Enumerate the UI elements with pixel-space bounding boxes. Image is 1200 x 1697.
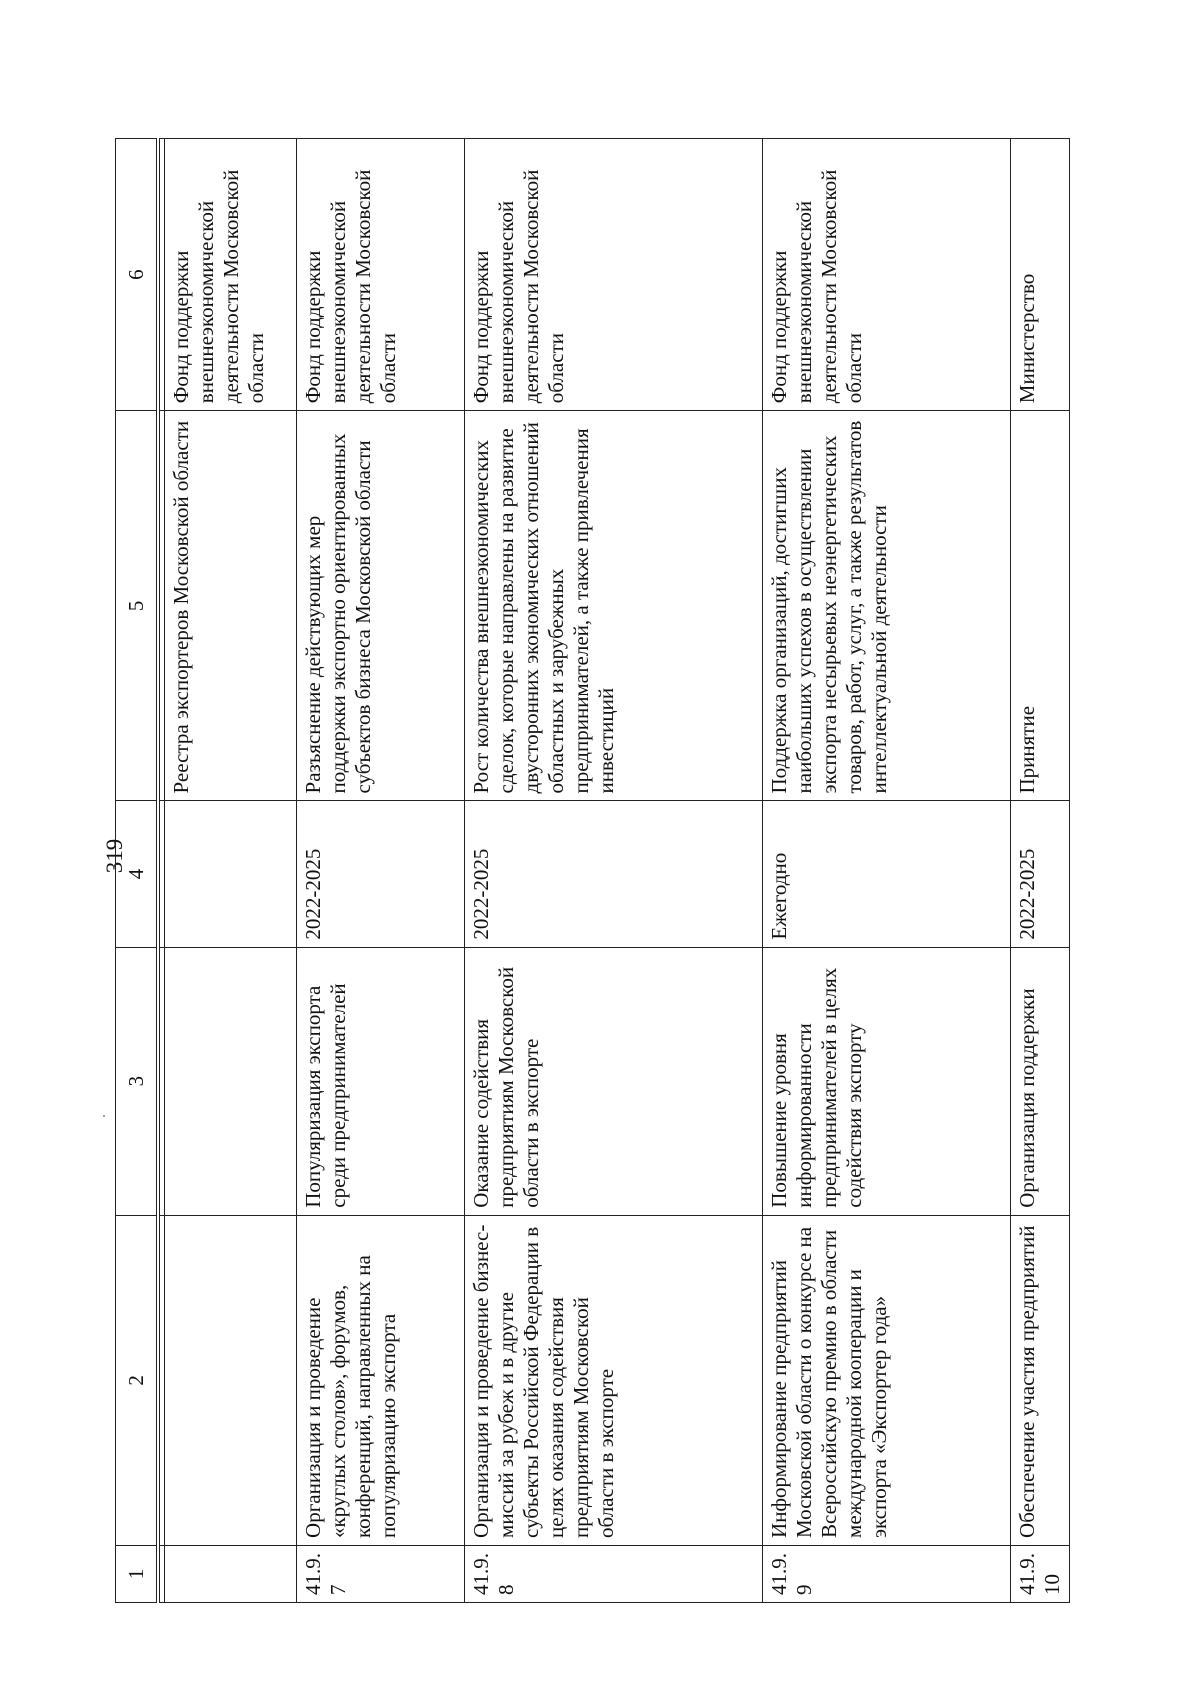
row-goal bbox=[165, 947, 297, 1215]
row-result: Разъяснение действующих мер поддержки экспортно ориентированных субъектов бизнеса Московской области bbox=[297, 411, 465, 801]
table-row bbox=[763, 139, 1011, 1603]
row-goal: Организация поддержки bbox=[1011, 947, 1070, 1215]
header-row bbox=[116, 139, 159, 1603]
row-result: Реестра экспортеров Московской области bbox=[165, 411, 297, 801]
row-number: 41.9.7 bbox=[297, 1545, 465, 1602]
row-executor: Фонд поддержки внешнеэкономической деятельности Московской области bbox=[465, 139, 763, 411]
row-executor: Фонд поддержки внешнеэкономической деятельности Московской области bbox=[763, 139, 1011, 411]
header-col-2: 2 bbox=[116, 1215, 159, 1545]
table-row bbox=[1011, 139, 1070, 1603]
row-event: Организация и проведение бизнес-миссий за рубеж и в другие субъекты Российской Федерации в целях оказания содействия предприятиям Московской области в экспорте bbox=[465, 1215, 763, 1545]
row-period bbox=[165, 801, 297, 947]
row-event: Информирование предприятий Московской области о конкурсе на Всероссийскую премию в области международной кооперации и экспорта «Экспортер года» bbox=[763, 1215, 1011, 1545]
row-goal: Повышение уровня информированности предпринимателей в целях содействия экспорту bbox=[763, 947, 1011, 1215]
header-col-1: 1 bbox=[116, 1545, 159, 1602]
row-event: Обеспечение участия предприятий bbox=[1011, 1215, 1070, 1545]
row-result: Принятие bbox=[1011, 411, 1070, 801]
header-col-6: 6 bbox=[116, 139, 159, 411]
row-result: Рост количества внешнеэкономических сделок, которые направлены на развитие двусторонних экономических отношений областных и зарубежных предпринимателей, а также привлечения инвестиций bbox=[465, 411, 763, 801]
row-executor: Министерство bbox=[1011, 139, 1070, 411]
header-col-3: 3 bbox=[116, 947, 159, 1215]
row-goal: Популяризация экспорта среди предпринимателей bbox=[297, 947, 465, 1215]
row-event: Организация и проведение «круглых столов», форумов, конференций, направленных на популяризацию экспорта bbox=[297, 1215, 465, 1545]
rotated-table-frame bbox=[115, 138, 1145, 1603]
row-event bbox=[165, 1215, 297, 1545]
row-number: 41.9.10 bbox=[1011, 1545, 1070, 1602]
table-row bbox=[165, 139, 297, 1603]
row-number: 41.9.9 bbox=[763, 1545, 1011, 1602]
row-period: 2022-2025 bbox=[465, 801, 763, 947]
page-number: 319 bbox=[102, 838, 127, 874]
table-row bbox=[465, 139, 763, 1603]
row-period: 2022-2025 bbox=[1011, 801, 1070, 947]
row-number bbox=[165, 1545, 297, 1602]
row-number: 41.9.8 bbox=[465, 1545, 763, 1602]
measures-table bbox=[115, 138, 1070, 1603]
header-col-4: 4 bbox=[116, 801, 159, 947]
row-goal: Оказание содействия предприятиям Московской области в экспорте bbox=[465, 947, 763, 1215]
table-row bbox=[297, 139, 465, 1603]
row-result: Поддержка организаций, достигших наибольших успехов в осуществлении экспорта несырьевых неэнергетических товаров, работ, услуг, а также результатов интеллектуальной деятельности bbox=[763, 411, 1011, 801]
row-period: Ежегодно bbox=[763, 801, 1011, 947]
row-executor: Фонд поддержки внешнеэкономической деятельности Московской области bbox=[297, 139, 465, 411]
row-period: 2022-2025 bbox=[297, 801, 465, 947]
row-executor: Фонд поддержки внешнеэкономической деятельности Московской области bbox=[165, 139, 297, 411]
scan-artifact bbox=[103, 1115, 105, 1117]
header-col-5: 5 bbox=[116, 411, 159, 801]
